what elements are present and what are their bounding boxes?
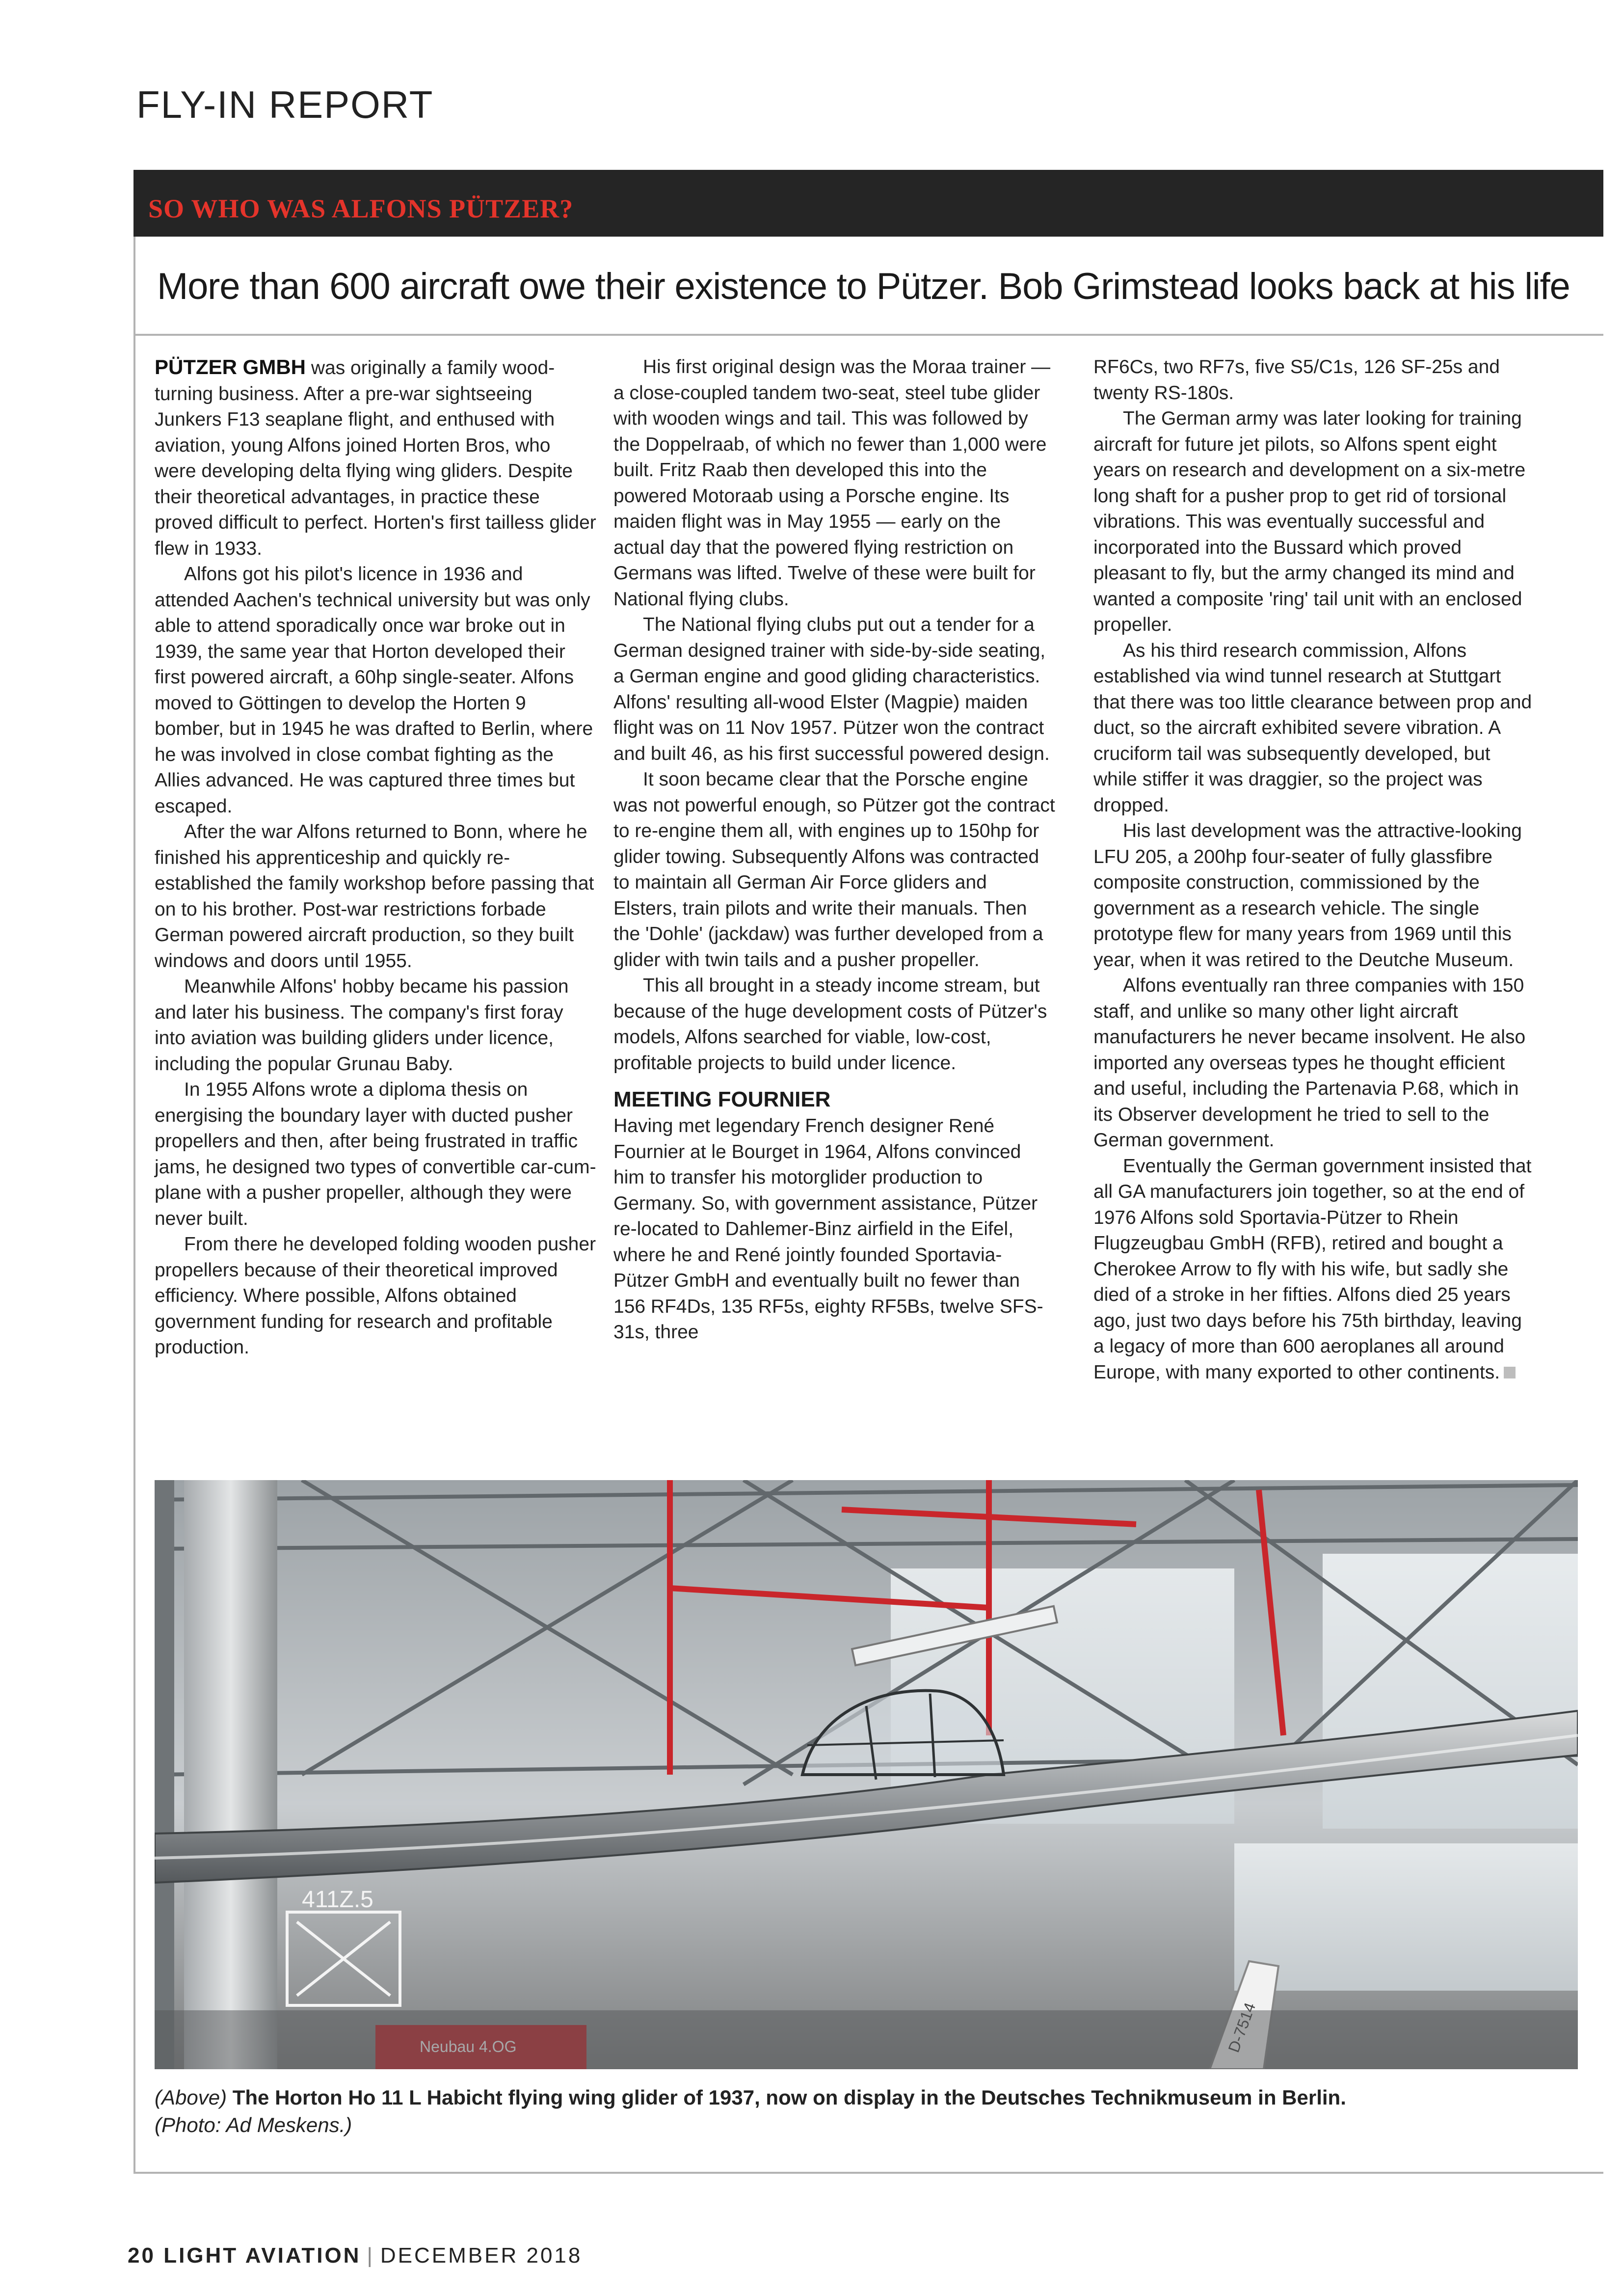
paragraph: Meanwhile Alfons' hobby became his passion and later his business. The company's first foray into aviation was building gliders under licence, including the popular Grunau Baby. <box>155 976 569 1075</box>
caption-credit: (Photo: Ad Meskens.) <box>155 2113 352 2136</box>
paragraph-text: Eventually the German government insisted that all GA manufacturers join together, so at the end of 1976 Alfons sold Sportavia-Pützer to Rhein Flugzeugbau GmbH (RFB), retired and bought a Cherokee Arrow to fly with his wife, but sadly she died of a stroke in her fifties. Alfons died 25 years ago, just two days before his 75th birthday, leaving a legacy of more than 600 aeroplanes all around Europe, with many exported to other continents. <box>1093 1155 1532 1383</box>
page-number: 20 <box>128 2243 156 2268</box>
footer-separator: | <box>367 2243 374 2268</box>
caption-text: The Horton Ho 11 L Habicht flying wing glider of 1937, now on display in the Deutsches Technikmuseum in Berlin. <box>227 2086 1346 2109</box>
standfirst-rule <box>133 334 1603 336</box>
paragraph: Alfons got his pilot's licence in 1936 and attended Aachen's technical university but was only able to attend sporadically once war broke out in 1939, the same year that Horton developed their first powered aircraft, a 60hp single-seater. Alfons moved to Göttingen to develop the Horten 9 bomber, but in 1945 he was drafted to Berlin, where he was involved in close combat fighting as the Allies advanced. He was captured three times but escaped. <box>155 564 593 817</box>
paragraph <box>155 354 596 562</box>
paragraph: Having met legendary French designer René Fournier at le Bourget in 1964, Alfons convinced him to transfer his motorglider production to Germany. So, with government assistance, Pützer re-located to Dahlemer-Binz airfield in the Eifel, where he and René jointly founded Sportavia-Pützer GmbH and eventually built no fewer than 156 RF4Ds, 135 RF5s, eighty RF5Bs, twelve SFS-31s, three <box>613 1115 1043 1343</box>
museum-photo <box>155 1480 1578 2069</box>
paragraph: As his third research commission, Alfons established via wind tunnel research at Stuttgart that there was too little clearance between prop and duct, so the aircraft exhibited severe vibration. A cruciform tail was subsequently developed, but while stiffer it was draggier, so the project was dropped. <box>1093 640 1532 816</box>
paragraph: RF6Cs, two RF7s, five S5/C1s, 126 SF-25s and twenty RS-180s. <box>1093 356 1500 404</box>
page-footer <box>128 2243 582 2268</box>
article-column-3 <box>1093 354 1535 1385</box>
paragraph: After the war Alfons returned to Bonn, where he finished his apprenticeship and quickly re-established the family workshop before passing that on to his brother. Post-war restrictions forbade German powered aircraft production, so they built windows and doors until 1955. <box>155 821 594 972</box>
structural-column <box>155 1480 277 2069</box>
lead-in: PÜTZER GMBH <box>155 355 306 378</box>
article-column-2 <box>613 354 1055 1346</box>
paragraph: In 1955 Alfons wrote a diploma thesis on energising the boundary layer with ducted pusher propellers and then, after being frustrated in traffic jams, he designed two types of convertible car-cum-plane with a pusher propeller, although they were never built. <box>155 1079 596 1229</box>
paragraph: Alfons eventually ran three companies with 150 staff, and unlike so many other light aircraft manufacturers he never became insolvent. He also imported any overseas types he thought efficient and useful, including the Partenavia P.68, which in its Observer development he tried to sell to the German government. <box>1093 975 1526 1151</box>
caption-label: (Above) <box>155 2086 227 2109</box>
end-mark <box>1504 1367 1516 1378</box>
frame-left-rule <box>133 170 135 2173</box>
frame-bottom-rule <box>133 2172 1603 2174</box>
magazine-title: LIGHT AVIATION <box>163 2243 361 2268</box>
paragraph: This all brought in a steady income stream, but because of the huge development costs of Pützer's models, Alfons searched for viable, low-cost, profitable projects to build under licence. <box>613 975 1047 1074</box>
boxout-banner <box>133 170 1603 237</box>
subhead: MEETING FOURNIER <box>613 1087 831 1111</box>
photo-caption <box>155 2084 1578 2139</box>
paragraph: It soon became clear that the Porsche engine was not powerful enough, so Pützer got the contract to re-engine them all, with engines up to 150hp for glider towing. Subsequently Alfons was contracted to maintain all German Air Force gliders and Elsters, train pilots and write their manuals. Then the 'Dohle' (jackdaw) was further developed from a glider with twin tails and a pusher propeller. <box>613 769 1055 971</box>
issue-date: DECEMBER 2018 <box>380 2243 583 2268</box>
paragraph-text: was originally a family wood-turning business. After a pre-war sightseeing Junkers F13 seaplane flight, and enthused with aviation, young Alfons joined Horten Bros, who were developing delta flying wing gliders. Despite their theoretical advantages, in practice these proved difficult to perfect. Horten's first tailless glider flew in 1933. <box>155 357 596 559</box>
paragraph <box>1093 1154 1535 1386</box>
paragraph: From there he developed folding wooden pusher propellers because of their theoretical improved efficiency. Where possible, Alfons obtained government funding for research and profitable production. <box>155 1234 596 1358</box>
article-column-1 <box>155 354 596 1361</box>
paragraph: The National flying clubs put out a tender for a German designed trainer with side-by-side seating, a German engine and good gliding characteristics. Alfons' resulting all-wood Elster (Magpie) maiden flight was on 11 Nov 1957. Pützer won the contract and built 46, as his first successful powered design. <box>613 614 1050 764</box>
banner-title: SO WHO WAS ALFONS PÜTZER? <box>148 194 574 223</box>
paragraph: His last development was the attractive-looking LFU 205, a 200hp four-seater of fully glassfibre composite construction, commissioned by the government as a research vehicle. The single prototype flew for many years from 1969 until this year, when it was retired to the Deutche Museum. <box>1093 820 1522 971</box>
section-title: FLY-IN REPORT <box>136 83 434 126</box>
floor-shadow <box>155 2010 1578 2069</box>
paragraph: His first original design was the Moraa trainer — a close-coupled tandem two-seat, steel tube glider with wooden wings and tail. This was followed by the Doppelraab, of which no fewer than 1,000 were built. Fritz Raab then developed this into the powered Motoraab using a Porsche engine. Its maiden flight was in May 1955 — early on the actual day that the powered flying restriction on Germans was lifted. Twelve of these were built for National flying clubs. <box>613 356 1051 610</box>
paragraph: The German army was later looking for training aircraft for future jet pilots, so Alfons spent eight years on research and development on a six-metre long shaft for a pusher prop to get rid of torsional vibrations. This was eventually successful and incorporated into the Bussard which proved pleasant to fly, but the army changed its mind and wanted a composite 'ring' tail unit with an enclosed propeller. <box>1093 408 1526 635</box>
standfirst: More than 600 aircraft owe their existence to Pützer. Bob Grimstead looks back at his life <box>157 266 1570 307</box>
photo-label-411: 411Z.5 <box>302 1887 373 1913</box>
